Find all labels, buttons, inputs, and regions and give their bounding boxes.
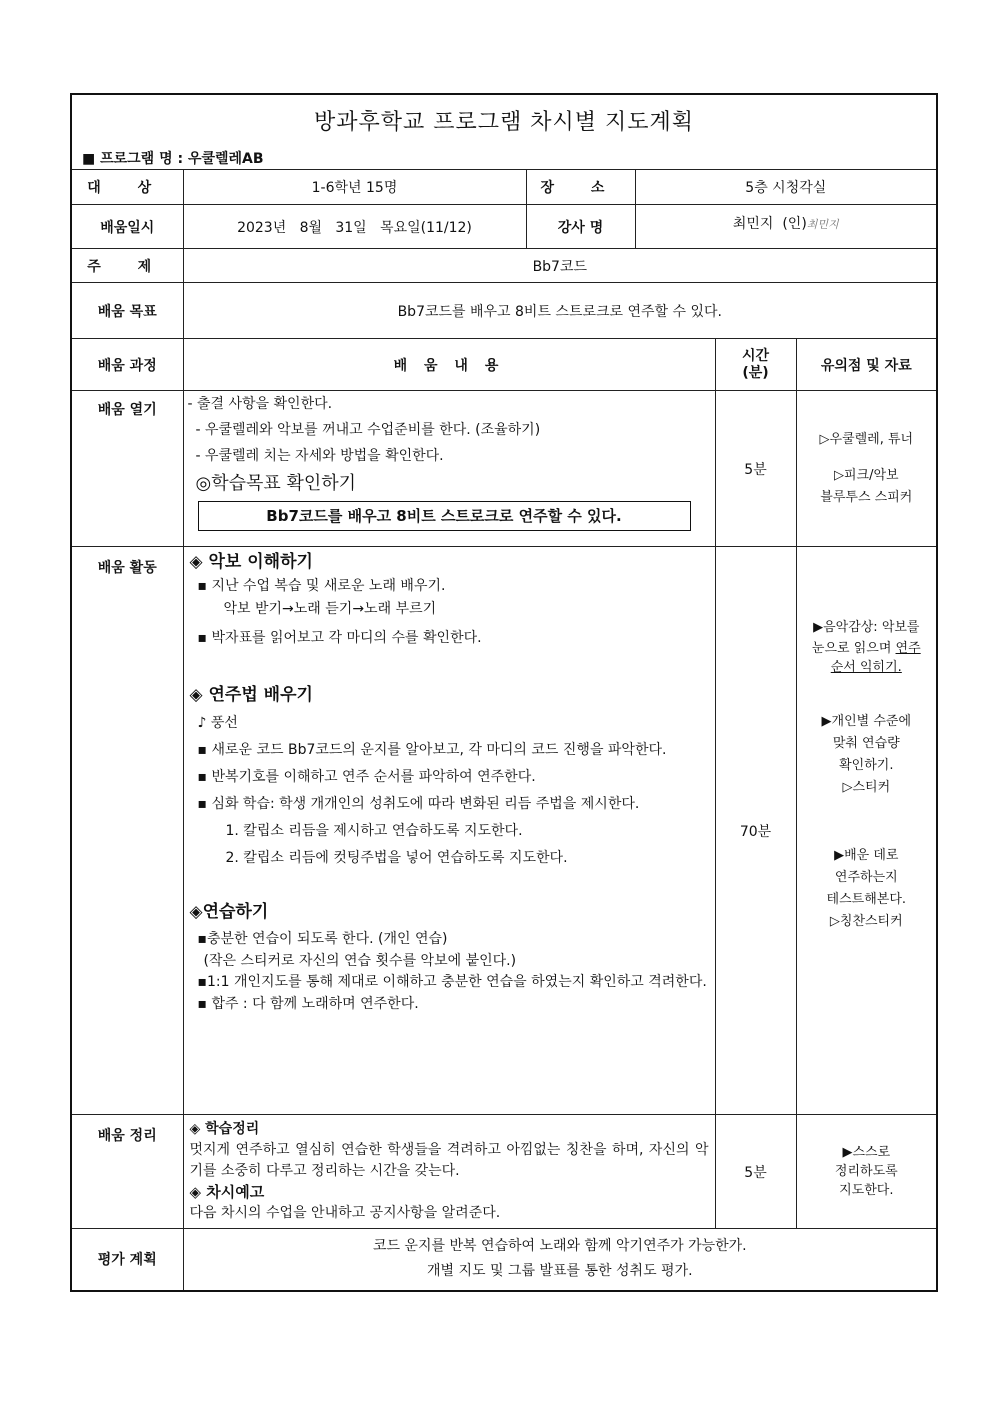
activity-sec2-line-1: ♪ 풍선 [197,715,238,731]
eval-line-2: 개별 지도 및 그룹 발표를 통한 성취도 평가. [427,1263,693,1280]
activity-mat2-line-4: ▷스티커 [842,780,891,795]
activity-mat2-line-2: 맞춰 연습량 [832,736,900,751]
title-cell [71,94,937,170]
close-materials [796,1115,937,1229]
header-time: 시간(분) [715,339,796,391]
date-label: 배움일시 [71,205,183,249]
close-heading-2: ◈ 차시예고 [189,1183,265,1201]
close-material-3: 지도한다. [839,1183,894,1198]
close-material-2: 정리하도록 [834,1164,898,1179]
open-material-1: ▷우쿨렐레, 튜너 [819,431,914,447]
date-value: 2023년 8월 31일 목요일(11/12) [183,205,526,249]
activity-sec3-line-4: ▪ 합주 : 다 함께 노래하며 연주한다. [197,996,419,1012]
activity-sec2-line-4: ▪ 심화 학습: 학생 개개인의 성취도에 따라 변화된 리듬 주법을 제시한다. [197,796,640,812]
close-text-2: 다음 차시의 수업을 안내하고 공지사항을 알려준다. [189,1205,501,1221]
activity-sec3-heading: ◈연습하기 [189,902,269,922]
open-time: 5분 [715,391,796,547]
lesson-plan-table [70,93,938,1292]
eval-content [183,1229,937,1291]
close-time: 5분 [715,1115,796,1229]
activity-mat2-line-1: ▶개인별 수준에 [821,714,912,729]
place-label: 장 소 [526,170,635,205]
close-label: 배움 정리 [71,1115,183,1229]
activity-mat3-line-3: 테스트해본다. [826,892,907,907]
activity-mat3-line-1: ▶배운 데로 [834,848,899,863]
open-materials [796,391,937,547]
open-line-2: - 우쿨렐레와 악보를 꺼내고 수업준비를 한다. (조율하기) [195,422,541,438]
activity-sec2-line-2: ▪ 새로운 코드 Bb7코드의 운지를 알아보고, 각 마디의 코드 진행을 파악한다. [197,742,667,758]
open-material-3: 블루투스 스피커 [820,489,913,505]
topic-value: Bb7코드 [183,249,937,283]
topic-label: 주 제 [71,249,183,283]
header-process: 배움 과정 [71,339,183,391]
activity-sec3-line-3: ▪1:1 개인지도를 통해 제대로 이해하고 충분한 연습을 하였는지 확인하고 격려한다. [197,974,707,990]
activity-label: 배움 활동 [71,547,183,1115]
eval-line-1: 코드 운지를 반복 연습하여 노래와 함께 악기연주가 가능한가. [372,1238,747,1255]
activity-sec2-line-5: 1. 칼립소 리듬을 제시하고 연습하도록 지도한다. [225,823,523,839]
activity-mat1-link-2: 순서 익히기. [830,660,902,675]
header-materials: 유의점 및 자료 [796,339,937,391]
open-line-3: - 우쿨렐레 치는 자세와 방법을 확인한다. [195,448,444,464]
place-value: 5층 시청각실 [635,170,937,205]
activity-mat3-line-2: 연주하는지 [834,870,898,885]
program-name: ■ 프로그램 명 : 우쿨렐레AB [82,151,264,167]
close-text-1: 멋지게 연주하고 열심히 연습한 학생들을 격려하고 아낌없는 칭찬을 하며, 자신의 악기를 소중히 다루고 정리하는 시간을 갖는다. [189,1142,709,1179]
activity-sec2-line-6: 2. 칼립소 리듬에 컷팅주법을 넣어 연습하도록 지도한다. [225,850,568,866]
open-material-2: ▷피크/악보 [833,467,899,483]
teacher-signature: 최민지 [806,218,839,231]
activity-time: 70분 [715,547,796,1115]
teacher-cell [635,205,937,249]
open-line-1: - 출결 사항을 확인한다. [187,396,333,412]
open-label: 배움 열기 [71,391,183,547]
teacher-value: 최민지 (인) [732,216,807,232]
close-content [183,1115,715,1229]
activity-sec1-line-1: ▪ 지난 수업 복습 및 새로운 노래 배우기. [197,578,446,594]
close-heading-1: ◈ 학습정리 [189,1121,260,1137]
goal-label: 배움 목표 [71,283,183,339]
teacher-label: 강사 명 [526,205,635,249]
target-label: 대 상 [71,170,183,205]
header-content: 배 움 내 용 [183,339,715,391]
activity-sec1-line-3: ▪ 박자표를 읽어보고 각 마디의 수를 확인한다. [197,630,482,646]
activity-sec1-heading: ◈ 악보 이해하기 [189,552,313,572]
open-content [183,391,715,547]
eval-label: 평가 계획 [71,1229,183,1291]
target-value: 1-6학년 15명 [183,170,526,205]
page-title: 방과후학교 프로그램 차시별 지도계획 [314,110,695,135]
open-goal-heading: ◎학습목표 확인하기 [195,473,357,494]
open-goal-box: Bb7코드를 배우고 8비트 스트로크로 연주할 수 있다. [198,501,691,531]
activity-mat1-line-1: ▶음악감상: 악보를 [813,620,920,635]
activity-mat1-link-1: 연주 [895,641,921,656]
goal-value: Bb7코드를 배우고 8비트 스트로크로 연주할 수 있다. [183,283,937,339]
activity-sec2-heading: ◈ 연주법 배우기 [189,685,313,705]
activity-sec3-line-1: ▪충분한 연습이 되도록 한다. (개인 연습) [197,931,448,947]
activity-sec3-line-2: (작은 스티커로 자신의 연습 횟수를 악보에 붙인다.) [203,953,517,969]
activity-mat3-line-4: ▷칭찬스티커 [829,914,903,929]
activity-mat1-line-2: 눈으로 읽으며 [811,641,896,656]
close-material-1: ▶스스로 [842,1145,891,1160]
activity-sec1-line-2: 악보 받기→노래 듣기→노래 부르기 [223,601,437,617]
activity-content [183,547,715,1115]
activity-mat2-line-3: 확인하기. [839,758,894,773]
activity-sec2-line-3: ▪ 반복기호를 이해하고 연주 순서를 파악하여 연주한다. [197,769,536,785]
lesson-plan [70,93,936,1292]
activity-materials [796,547,937,1115]
